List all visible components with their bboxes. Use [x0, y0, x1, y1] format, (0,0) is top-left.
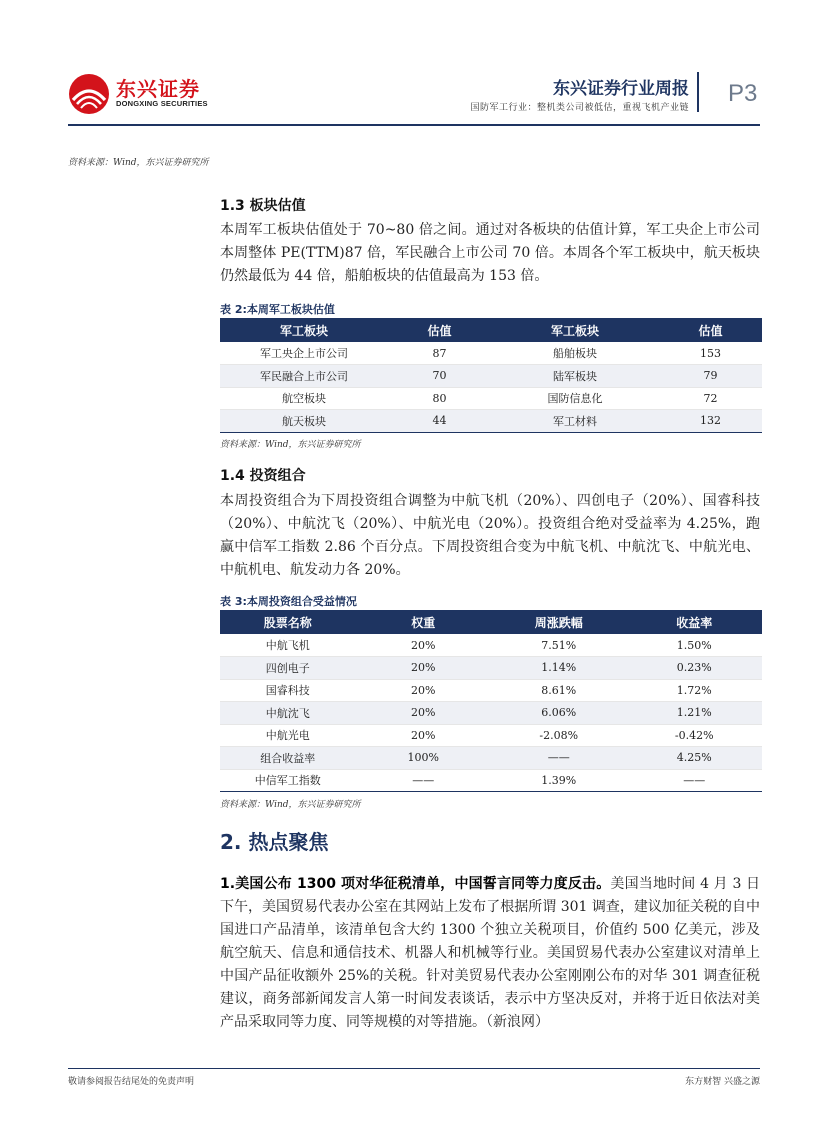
table-cell: 航天板块	[220, 410, 388, 433]
table-row	[220, 387, 762, 410]
table-3-caption: 表 3:本周投资组合受益情况	[220, 595, 357, 608]
table-cell: 1.72%	[627, 679, 763, 702]
section-heading-2: 2. 热点聚焦	[220, 830, 329, 854]
table-cell: -2.08%	[491, 724, 627, 747]
table-cell: 中航光电	[220, 724, 356, 747]
table-cell: 中航沈飞	[220, 702, 356, 725]
table-row	[220, 634, 762, 657]
table-row	[220, 747, 762, 770]
table-cell: 20%	[356, 724, 492, 747]
table-cell: 7.51%	[491, 634, 627, 657]
page-number: P3	[728, 80, 758, 107]
logo-chinese-name: 东兴证券	[116, 77, 200, 101]
table-3-portfolio	[220, 610, 762, 792]
table-cell: 70	[388, 365, 491, 388]
column-header: 股票名称	[220, 610, 356, 634]
table-cell: 组合收益率	[220, 747, 356, 770]
company-logo	[68, 73, 218, 113]
table-cell: 1.14%	[491, 657, 627, 680]
table-cell: 132	[659, 410, 762, 433]
footer-slogan: 东方财智 兴盛之源	[685, 1077, 760, 1087]
table-cell: 20%	[356, 679, 492, 702]
table-3-source: 资料来源：Wind，东兴证券研究所	[220, 800, 361, 810]
table-cell: ——	[627, 769, 763, 792]
table-cell: 中信军工指数	[220, 769, 356, 792]
table-cell: 军民融合上市公司	[220, 365, 388, 388]
column-header: 估值	[388, 318, 491, 342]
table-cell: 船舶板块	[491, 342, 659, 365]
table-cell: 国防信息化	[491, 387, 659, 410]
table-cell: -0.42%	[627, 724, 763, 747]
table-cell: 1.39%	[491, 769, 627, 792]
table-cell: 中航飞机	[220, 634, 356, 657]
table-cell: 80	[388, 387, 491, 410]
table-cell: 79	[659, 365, 762, 388]
table-cell: 国睿科技	[220, 679, 356, 702]
page-header	[0, 0, 827, 130]
table-cell: 8.61%	[491, 679, 627, 702]
section-2-item-1	[220, 873, 760, 1034]
table-cell: 军工央企上市公司	[220, 342, 388, 365]
table-cell: 44	[388, 410, 491, 433]
report-title: 东兴证券行业周报	[553, 79, 689, 99]
table-cell: 20%	[356, 657, 492, 680]
footer-disclaimer: 敬请参阅报告结尾处的免责声明	[68, 1077, 195, 1087]
table-cell: 四创电子	[220, 657, 356, 680]
source-note-top: 资料来源：Wind，东兴证券研究所	[68, 158, 209, 168]
table-cell: 1.50%	[627, 634, 763, 657]
column-header: 估值	[659, 318, 762, 342]
table-cell: 0.23%	[627, 657, 763, 680]
table-cell: 军工材料	[491, 410, 659, 433]
table-header-row	[220, 610, 762, 634]
table-2-source: 资料来源：Wind，东兴证券研究所	[220, 440, 361, 450]
table-2-valuation	[220, 318, 762, 433]
section-heading-1-3: 1.3 板块估值	[220, 198, 306, 214]
table-cell: 1.21%	[627, 702, 763, 725]
item-1-lead: 1.美国公布 1300 项对华征税清单，中国誓言同等力度反击。	[220, 876, 611, 892]
table-cell: 87	[388, 342, 491, 365]
column-header: 权重	[356, 610, 492, 634]
section-1-4-paragraph: 本周投资组合为下周投资组合调整为中航飞机（20%）、四创电子（20%）、国睿科技（20%）、中航沈飞（20%）、中航光电（20%）。投资组合绝对受益率为 4.25%，跑赢中信军工指数 2.86 个百分点。下周投资组合变为中航飞机、中航沈飞、中航光电、中航机电、航发动力各 20%。	[220, 493, 760, 578]
column-header: 军工板块	[491, 318, 659, 342]
column-header: 收益率	[627, 610, 763, 634]
table-cell: 陆军板块	[491, 365, 659, 388]
table-cell: ——	[491, 747, 627, 770]
table-cell: 20%	[356, 702, 492, 725]
item-1-body: 美国当地时间 4 月 3 日下午，美国贸易代表办公室在其网站上发布了根据所谓 301 调查，建议加征关税的自中国进口产品清单，该清单包含大约 1300 个独立关税项目，价值约 500 亿美元，涉及航空航天、信息和通信技术、机器人和机械等行业。美国贸易代表办公室建议对清单上中国产品征收额外 25%的关税。针对美贸易代表办公室刚刚公布的对华 301 调查征税建议，商务部新闻发言人第一时间发表谈话，表示中方坚决反对，并将于近日依法对美产品采取同等力度、同等规模的对等措施。（新浪网）	[220, 876, 760, 1030]
table-cell: 20%	[356, 634, 492, 657]
footer-rule	[68, 1068, 760, 1069]
logo-english-name: DONGXING SECURITIES	[116, 99, 208, 108]
table-row	[220, 679, 762, 702]
table-row	[220, 724, 762, 747]
header-divider	[697, 72, 699, 112]
section-heading-1-4: 1.4 投资组合	[220, 468, 306, 484]
table-cell: ——	[356, 769, 492, 792]
column-header: 军工板块	[220, 318, 388, 342]
table-row	[220, 410, 762, 433]
table-header-row	[220, 318, 762, 342]
table-row	[220, 702, 762, 725]
table-row	[220, 657, 762, 680]
table-row	[220, 342, 762, 365]
table-cell: 4.25%	[627, 747, 763, 770]
table-cell: 航空板块	[220, 387, 388, 410]
section-1-3-paragraph: 本周军工板块估值处于 70~80 倍之间。通过对各板块的估值计算，军工央企上市公司本周整体 PE(TTM)87 倍，军民融合上市公司 70 倍。本周各个军工板块中，航天板块仍然最低为 44 倍，船舶板块的估值最高为 153 倍。	[220, 222, 760, 284]
table-row	[220, 769, 762, 792]
report-subtitle: 国防军工行业：整机类公司被低估，重视飞机产业链	[470, 103, 689, 113]
column-header: 周涨跌幅	[491, 610, 627, 634]
table-cell: 153	[659, 342, 762, 365]
logo-mark-icon	[68, 73, 110, 115]
table-cell: 72	[659, 387, 762, 410]
table-row	[220, 365, 762, 388]
table-cell: 6.06%	[491, 702, 627, 725]
table-cell: 100%	[356, 747, 492, 770]
header-rule	[68, 124, 760, 126]
table-2-caption: 表 2:本周军工板块估值	[220, 303, 335, 316]
